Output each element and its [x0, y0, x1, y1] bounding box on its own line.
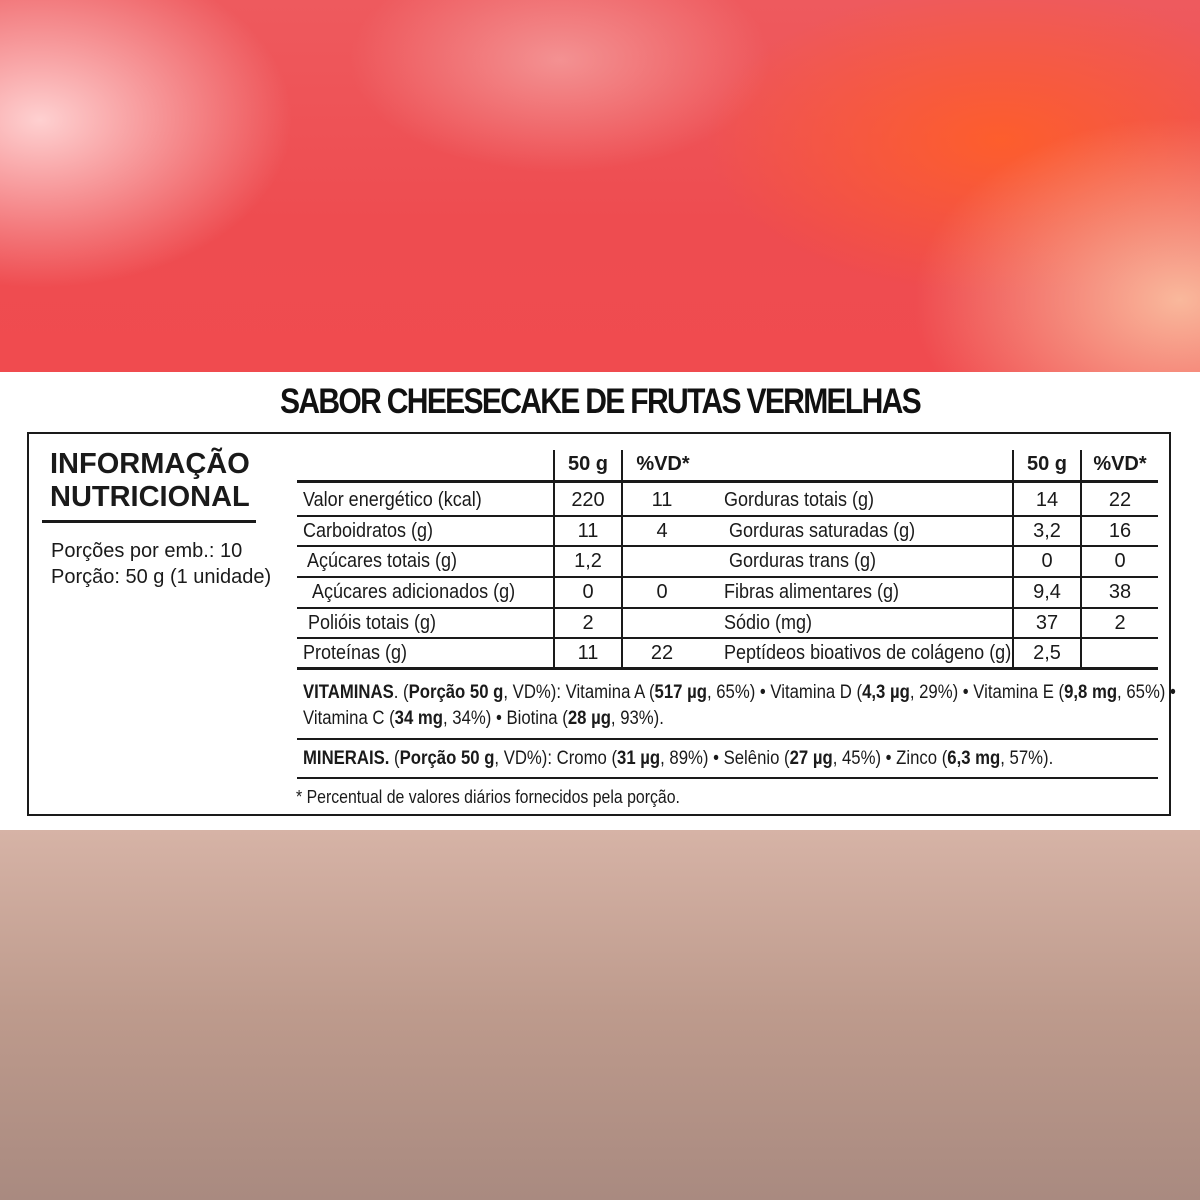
row-amount: 2 [582, 612, 594, 634]
zinc-amount: 6,3 mg [947, 748, 1001, 769]
heading-rule [42, 520, 256, 523]
portion-size: Porção: 50 g (1 unidade) [51, 566, 272, 588]
row-amount: 9,4 [1033, 581, 1061, 603]
row-dv: 16 [1108, 520, 1132, 542]
row-amount: 0 [1041, 550, 1053, 572]
right-amount-header: 50 g [1026, 453, 1068, 475]
row-amount: 0 [582, 581, 594, 603]
vitamins-line-1: VITAMINAS. (Porção 50 g, VD%): Vitamina A (517 µg, 65%) • Vitamina D (4,3 µg, 29%) • Vitamina E (9,8 mg, 65%) • [303, 682, 1176, 703]
vitamin-c-amount: 34 mg [394, 708, 444, 729]
row-label: Fibras alimentares (g) [724, 581, 900, 603]
row-amount: 220 [571, 489, 605, 511]
biotin-amount: 28 µg [567, 708, 611, 729]
minerals-line: MINERAIS. (Porção 50 g, VD%): Cromo (31 µg, 89%) • Selênio (27 µg, 45%) • Zinco (6,3 mg, 57%). [303, 748, 1054, 769]
row-label: Gorduras trans (g) [729, 550, 877, 572]
vitamin-e-rest: , 65%) • [1117, 682, 1176, 703]
row-amount: 11 [577, 642, 599, 664]
row-amount: 37 [1035, 612, 1059, 634]
vitamins-intro: , VD%): Vitamina A ( [503, 682, 655, 703]
minerals-label: MINERAIS. [303, 748, 390, 769]
row-dv: 4 [656, 520, 668, 542]
vitamins-portion: Porção 50 g [408, 682, 504, 703]
portions-per-package: Porções por emb.: 10 [51, 540, 243, 562]
selenium-amount: 27 µg [789, 748, 833, 769]
row-dv: 0 [1114, 550, 1126, 572]
chromium-amount: 31 µg [617, 748, 661, 769]
right-dv-header: %VD* [1093, 453, 1147, 475]
vitamin-c-rest: , 34%) • Biotina ( [443, 708, 568, 729]
vitamin-d-amount: 4,3 µg [862, 682, 910, 703]
left-dv-header: %VD* [636, 453, 690, 475]
vitamins-line-2 [303, 706, 664, 731]
row-label: Açúcares totais (g) [307, 550, 458, 572]
zinc-rest: , 57%). [1000, 748, 1054, 769]
background-bottom-blurred [0, 830, 1200, 1200]
biotin-rest: , 93%). [610, 708, 664, 729]
row-label: Sódio (mg) [724, 612, 813, 634]
row-amount: 2,5 [1033, 642, 1061, 664]
portions-info [51, 538, 271, 590]
minerals-intro: , VD%): Cromo ( [494, 748, 618, 769]
nutrition-heading [50, 448, 250, 514]
row-label: Gorduras saturadas (g) [729, 520, 916, 542]
heading-line-1: INFORMAÇÃO [50, 448, 250, 480]
row-label: Peptídeos bioativos de colágeno (g) [724, 642, 1012, 664]
product-title: SABOR CHEESECAKE DE FRUTAS VERMELHAS [280, 382, 920, 421]
row-dv: 11 [651, 489, 673, 511]
vitamin-d-rest: , 29%) • Vitamina E ( [909, 682, 1065, 703]
row-dv: 38 [1108, 581, 1132, 603]
section-divider [297, 777, 1158, 779]
selenium-rest: , 45%) • Zinco ( [832, 748, 948, 769]
row-label: Proteínas (g) [303, 642, 408, 664]
minerals-portion: Porção 50 g [399, 748, 495, 769]
row-amount: 11 [577, 520, 599, 542]
row-amount: 14 [1035, 489, 1059, 511]
left-amount-header: 50 g [567, 453, 609, 475]
vitamin-c-intro: Vitamina C ( [303, 708, 395, 729]
row-amount: 3,2 [1033, 520, 1061, 542]
row-dv: 0 [656, 581, 668, 603]
heading-line-2: NUTRICIONAL [50, 481, 250, 513]
table-top-rule [297, 480, 1158, 483]
vitamin-a-rest: , 65%) • Vitamina D ( [706, 682, 863, 703]
row-dv: 22 [650, 642, 674, 664]
vitamins-label: VITAMINAS [303, 682, 394, 703]
row-label: Gorduras totais (g) [724, 489, 875, 511]
row-amount: 1,2 [574, 550, 602, 572]
row-dv: 22 [1108, 489, 1132, 511]
column-divider [621, 450, 623, 668]
row-label: Valor energético (kcal) [303, 489, 482, 511]
footnote: * Percentual de valores diários fornecidos pela porção. [296, 787, 680, 807]
vitamin-e-amount: 9,8 mg [1064, 682, 1118, 703]
row-label: Polióis totais (g) [308, 612, 437, 634]
row-label: Açúcares adicionados (g) [312, 581, 516, 603]
chromium-rest: , 89%) • Selênio ( [660, 748, 790, 769]
row-dv: 2 [1114, 612, 1126, 634]
row-label: Carboidratos (g) [303, 520, 434, 542]
section-divider [297, 738, 1158, 740]
background-top-blurred [0, 0, 1200, 372]
vitamin-a-amount: 517 µg [654, 682, 707, 703]
